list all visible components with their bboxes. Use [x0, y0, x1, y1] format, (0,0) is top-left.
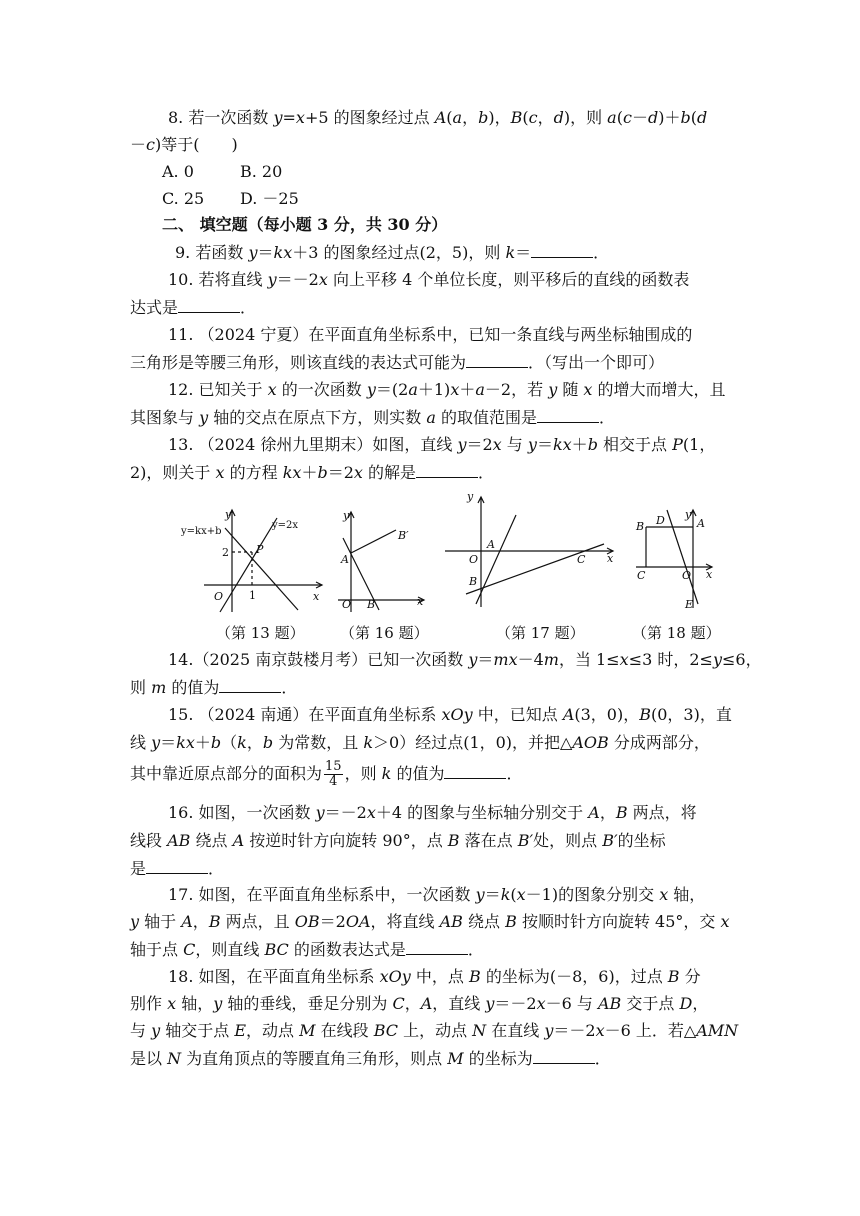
fig16-point-b: B	[367, 598, 376, 611]
q13-line2: 2)，则关于 x 的方程 kx＋b＝2x 的解是 ．	[130, 459, 494, 486]
q8-option-b: B. 20	[240, 162, 283, 181]
q14-line1: 14.（2025 南京鼓楼月考）已知一次函数 y＝mx－4m，当 1≤x≤3 时，2≤y≤6，	[168, 650, 762, 669]
q11-line1: 11. （2024 宁夏）在平面直角坐标系中，已知一条直线与两坐标轴围成的	[168, 325, 693, 344]
q9: 9. 若函数 y＝kx＋3 的图象经过点(2，5)，则 k＝ ．	[175, 239, 609, 266]
section-heading: 二、 填空题（每小题 3 分，共 30 分）	[162, 215, 448, 234]
fig13-x-label: x	[313, 590, 320, 603]
q18-line4: 是以 N 为直角顶点的等腰直角三角形，则点 M 的坐标为 ．	[130, 1045, 611, 1072]
q16-line2: 线段 AB 绕点 A 按逆时针方向旋转 90°，点 B 落在点 B′处，则点 B′的坐标	[130, 831, 666, 850]
fig13-tick-2: 2	[222, 546, 229, 559]
fig18-point-c: C	[637, 569, 646, 582]
q16-line1: 16. 如图，一次函数 y＝－2x＋4 的图象与坐标轴分别交于 A，B 两点，将	[168, 803, 697, 822]
fig18-point-d: D	[656, 514, 665, 527]
q8-line2: －c)等于( )	[130, 135, 238, 154]
fig18-origin-label: O	[682, 569, 692, 582]
fig18-y-label: y	[685, 508, 692, 521]
fig17-x-label: x	[607, 552, 614, 565]
fig17-point-a: A	[487, 538, 495, 551]
q18-line3: 与 y 轴交于点 E，动点 M 在线段 BC 上，动点 N 在直线 y＝－2x－6 上．若△AMN	[130, 1021, 739, 1040]
fig13-line-2x-label: y=2x	[272, 520, 299, 531]
caption-fig18: （第 18 题）	[632, 624, 721, 642]
fig18-point-e: E	[685, 598, 694, 611]
q12-line1: 12. 已知关于 x 的一次函数 y＝(2a＋1)x＋a－2，若 y 随 x 的增大而增大，且	[168, 380, 726, 399]
answer-blank	[406, 936, 468, 955]
q18-line1: 18. 如图，在平面直角坐标系 xOy 中，点 B 的坐标为(－8，6)，过点 B 分	[168, 967, 701, 986]
fig16-point-a: A	[341, 553, 349, 566]
q15-line3: 其中靠近原点部分的面积为 $\frac{15}{4}$ ，则 k 的值为 ．	[130, 759, 523, 789]
fig17-origin-label: O	[469, 553, 479, 566]
q17-line1: 17. 如图，在平面直角坐标系中，一次函数 y＝k(x－1)的图象分别交 x 轴，	[168, 885, 706, 904]
fig18-point-b: B	[636, 520, 645, 533]
q18-line2: 别作 x 轴，y 轴的垂线，垂足分别为 C，A，直线 y＝－2x－6 与 AB 交于点 D，	[130, 994, 709, 1013]
fig17-point-c: C	[577, 553, 586, 566]
q17-line2: y 轴于 A，B 两点，且 OB＝2OA，将直线 AB 绕点 B 按顺时针方向旋转 45°，交 x	[130, 912, 730, 931]
fig16-y-label: y	[343, 509, 350, 522]
fig17-point-b: B	[469, 575, 478, 588]
fig13-y-label: y	[225, 508, 232, 521]
q17-line3: 轴于点 C，则直线 BC 的函数表达式是 ．	[130, 936, 484, 963]
q8-option-a: A. 0	[162, 162, 194, 181]
caption-fig17: （第 17 题）	[496, 624, 585, 642]
q10-line1: 10. 若将直线 y＝－2x 向上平移 4 个单位长度，则平移后的直线的函数表	[168, 270, 690, 289]
fig18-point-a: A	[697, 517, 705, 530]
q10-line2: 达式是 ．	[130, 294, 256, 321]
figure-17	[445, 497, 613, 607]
fig18-x-label: x	[706, 568, 713, 581]
q15-line2: 线 y＝kx＋b（k，b 为常数，且 k＞0）经过点(1，0)，并把△AOB 分成两部分，	[130, 733, 710, 752]
answer-blank	[219, 674, 281, 693]
q14-line2: 则 m 的值为 ．	[130, 674, 297, 701]
q8-option-c: C. 25	[162, 189, 205, 208]
q12-line2: 其图象与 y 轴的交点在原点下方，则实数 a 的取值范围是 ．	[130, 404, 615, 431]
fig16-x-label: x	[417, 595, 424, 608]
fig13-line-kxb-label: y=kx+b	[181, 526, 222, 537]
fig16-point-b-prime: B′	[398, 529, 409, 542]
fig13-point-p: P	[256, 543, 264, 556]
fig17-y-label: y	[467, 490, 474, 503]
answer-blank	[533, 1045, 595, 1064]
answer-blank	[444, 760, 506, 779]
answer-blank	[146, 855, 208, 874]
q15-line1: 15. （2024 南通）在平面直角坐标系 xOy 中，已知点 A(3，0)，B(0，3)，直	[168, 705, 732, 724]
caption-fig16: （第 16 题）	[340, 624, 429, 642]
q16-line3: 是 ．	[130, 855, 224, 882]
fig16-origin-label: O	[342, 598, 352, 611]
figure-16	[338, 512, 424, 612]
fig13-origin-label: O	[214, 590, 224, 603]
q8-line1: 8. 若一次函数 y=x+5 的图象经过点 A(a，b)，B(c，d)，则 a(c－d)＋b(d	[168, 108, 708, 127]
q11-line2: 三角形是等腰三角形，则该直线的表达式可能为 ．（写出一个即可）	[130, 349, 664, 376]
fraction: $\frac{15}{4}$	[325, 759, 342, 789]
fig13-tick-1: 1	[249, 589, 256, 602]
q8-option-d: D. －25	[240, 189, 299, 208]
caption-fig13: （第 13 题）	[216, 624, 305, 642]
q13-line1: 13. （2024 徐州九里期末）如图，直线 y＝2x 与 y＝kx＋b 相交于点 P(1，	[168, 435, 716, 454]
